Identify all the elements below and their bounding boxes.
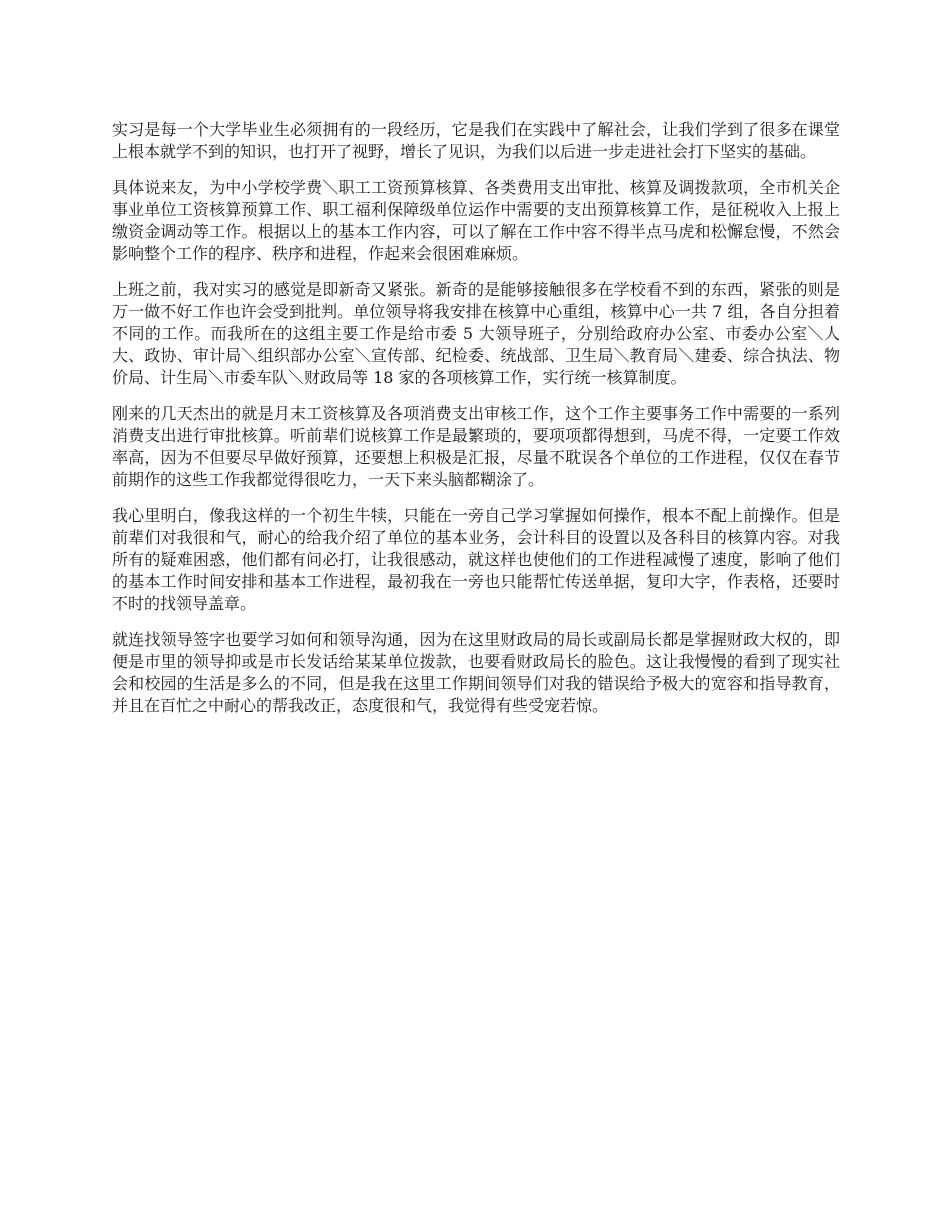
document-body (112, 119, 840, 731)
paragraph-6: 就连找领导签字也要学习如何和领导沟通，因为在这里财政局的局长或副局长都是掌握财政大权的，即便是市里的领导抑或是市长发话给某某单位拨款，也要看财政局长的脸色。这让我慢慢的看到了现实社会和校园的生活是多么的不同，但是我在这里工作期间领导们对我的错误给予极大的宽容和指导教育，并且在百忙之中耐心的帮我改正，态度很和气，我觉得有些受宠若惊。 (112, 630, 840, 715)
paragraph-3: 上班之前，我对实习的感觉是即新奇又紧张。新奇的是能够接触很多在学校看不到的东西，紧张的则是万一做不好工作也许会受到批判。单位领导将我安排在核算中心重组，核算中心一共 7 组，各自分担着不同的工作。而我所在的这组主要工作是给市委 5 大领导班子，分别给政府办公室、市委办公室＼人大、政协、审计局＼组织部办公室＼宣传部、纪检委、统战部、卫生局＼教育局＼建委、综合执法、物价局、计生局＼市委车队＼财政局等 18 家的各项核算工作，实行统一核算制度。 (112, 280, 840, 387)
paragraph-4: 刚来的几天杰出的就是月末工资核算及各项消费支出审核工作，这个工作主要事务工作中需要的一系列消费支出进行审批核算。听前辈们说核算工作是最繁琐的，要项项都得想到，马虎不得，一定要工作效率高，因为不但要尽早做好预算，还要想上积极是汇报，尽量不耽误各个单位的工作进程，仅仅在春节前期作的这些工作我都觉得很吃力，一天下来头脑都糊涂了。 (112, 404, 840, 489)
paragraph-2: 具体说来友，为中小学校学费＼职工工资预算核算、各类费用支出审批、核算及调拨款项，全市机关企事业单位工资核算预算工作、职工福利保障级单位运作中需要的支出预算核算工作，是征税收入上报上缴资金调动等工作。根据以上的基本工作内容，可以了解在工作中容不得半点马虎和松懈怠慢，不然会影响整个工作的程序、秩序和进程，作起来会很困难麻烦。 (112, 178, 840, 263)
paragraph-5: 我心里明白，像我这样的一个初生牛犊，只能在一旁自己学习掌握如何操作，根本不配上前操作。但是前辈们对我很和气，耐心的给我介绍了单位的基本业务，会计科目的设置以及各科目的核算内容。对我所有的疑难困惑，他们都有问必打，让我很感动，就这样也使他们的工作进程减慢了速度，影响了他们的基本工作时间安排和基本工作进程，最初我在一旁也只能帮忙传送单据，复印大字，作表格，还要时不时的找领导盖章。 (112, 506, 840, 613)
paragraph-1: 实习是每一个大学毕业生必须拥有的一段经历，它是我们在实践中了解社会，让我们学到了很多在课堂上根本就学不到的知识，也打开了视野，增长了见识，为我们以后进一步走进社会打下坚实的基础。 (112, 120, 840, 161)
